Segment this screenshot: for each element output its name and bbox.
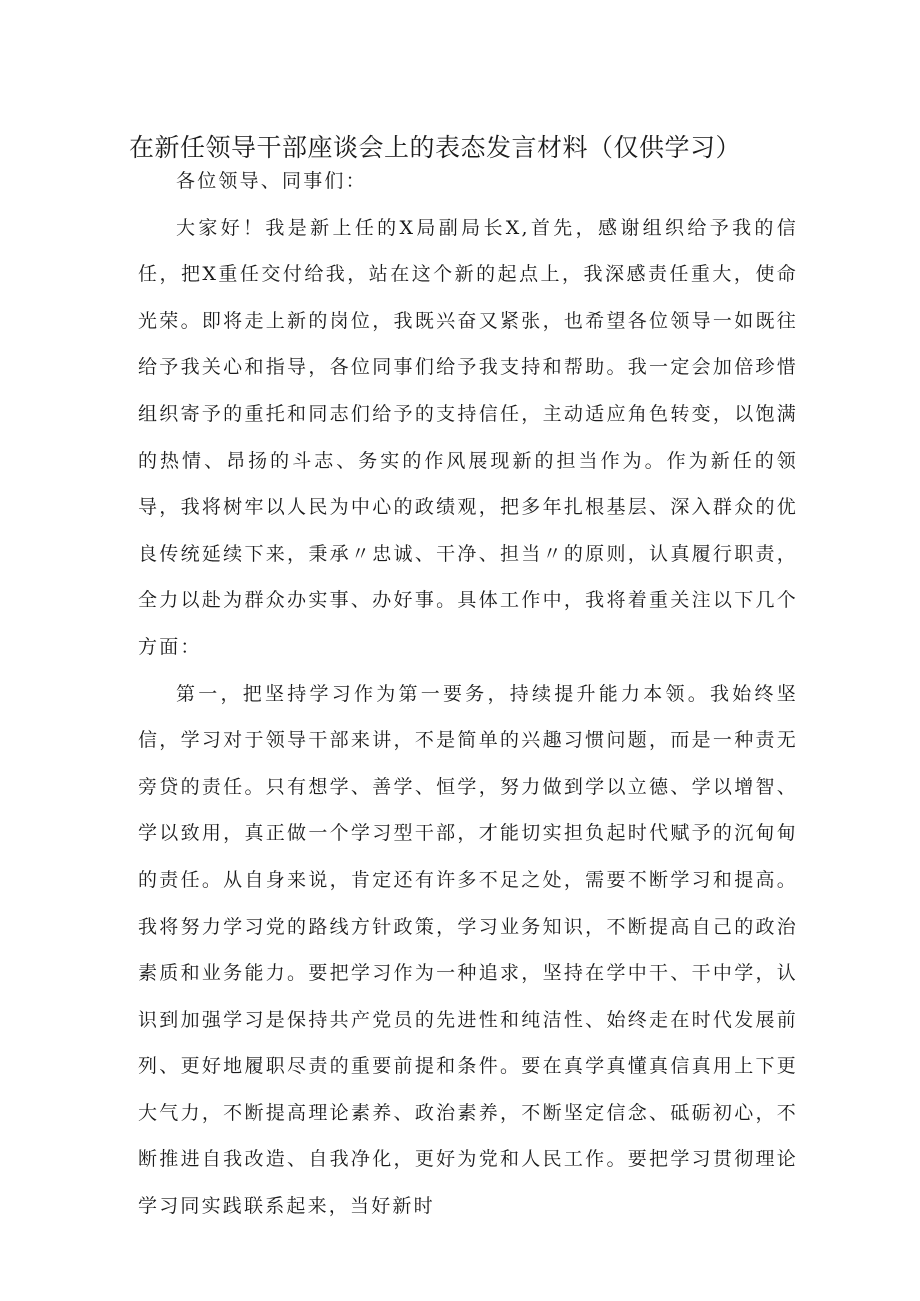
paragraph-first-point: 第一，把坚持学习作为第一要务，持续提升能力本领。我始终坚信，学习对于领导干部来讲，不是简单的兴趣习惯问题，而是一种责无旁贷的责任。只有想学、善学、恒学，努力做到学以立德、学以增智、学以致用，真正做一个学习型干部，才能切实担负起时代赋予的沉甸甸的责任。从自身来说，肯定还有许多不足之处，需要不断学习和提高。我将努力学习党的路线方针政策，学习业务知识，不断提高自己的政治素质和业务能力。要把学习作为一种追求，坚持在学中干、干中学，认识到加强学习是保持共产党员的先进性和纯洁性、始终走在时代发展前列、更好地履职尽责的重要前提和条件。要在真学真懂真信真用上下更大气力，不断提高理论素养、政治素养，不断坚定信念、砥砺初心，不断推进自我改造、自我净化，更好为党和人民工作。要把学习贯彻理论学习同实践联系起来，当好新时 xyxy=(138,682,798,1218)
document-title: 在新任领导干部座谈会上的表态发言材料（仅供学习） xyxy=(128,133,741,162)
document-body xyxy=(138,158,798,1230)
paragraph-opening: 大家好！我是新上任的X局副局长X,首先，感谢组织给予我的信任，把X重任交付给我，站在这个新的起点上，我深感责任重大，使命光荣。即将走上新的岗位，我既兴奋又紧张，也希望各位领导一如既往给予我关心和指导，各位同事们给予我支持和帮助。我一定会加倍珍惜组织寄予的重托和同志们给予的支持信任，主动适应角色转变，以饱满的热情、昂扬的斗志、务实的作风展现新的担当作为。作为新任的领导，我将树牢以人民为中心的政绩观，把多年扎根基层、深入群众的优良传统延续下来，秉承〃忠诚、干净、担当〃的原则，认真履行职责，全力以赴为群众办实事、办好事。具体工作中，我将着重关注以下几个方面： xyxy=(138,216,798,658)
salutation: 各位领导、同事们： xyxy=(176,170,367,192)
